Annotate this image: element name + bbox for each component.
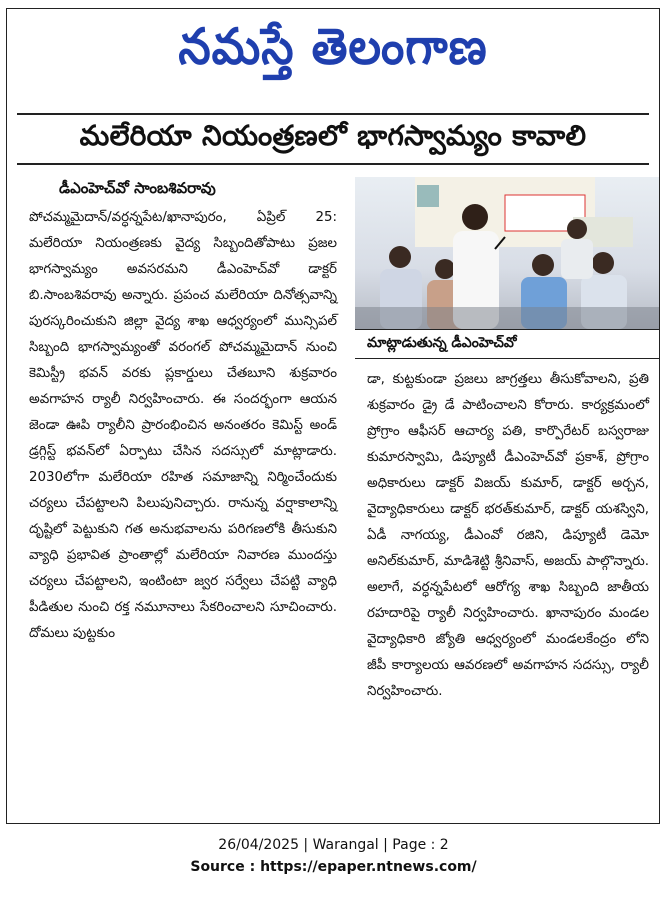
footer-source: Source : https://epaper.ntnews.com/ bbox=[190, 859, 477, 875]
article-byline: డీఎంహెచ్‌వో సాంబశివరావు bbox=[59, 179, 216, 197]
article-photo bbox=[355, 177, 660, 329]
news-clipping bbox=[6, 8, 660, 824]
article-headline: మలేరియా నియంత్రణలో భాగస్వామ్యం కావాలి bbox=[79, 119, 587, 152]
speaker-photo-illustration bbox=[355, 177, 660, 329]
article-right-column: డా, కుట్టకుండా ప్రజలు జాగ్రత్తలు తీసుకోవాలని, ప్రతి శుక్రవారం డ్రై డే పాటించాలని కోరారు. కార్యక్రమంలో ప్రోగ్రాం ఆఫీసర్ ఆచార్య పతి, కార్పొరేటర్ బస్వరాజు కుమారస్వామి, డిప్యూటీ డీఎంహెచ్‌వో ప్రకాశ్, ప్రోగ్రాం అధికారులు డాక్టర్ విజయ్ కుమార్, డాక్టర్ అర్చన, వైద్యాధికారులు డాక్టర్ భరత్‌కుమార్, డాక్టర్ యశస్విని, ఏడీ నాగయ్య, డీఎంవో రజిని, డిప్యూటీ డెమో అనిల్‌కుమార్, మాడిశెట్టి శ్రీనివాస్, అజయ్ పాల్గొన్నారు. అలాగే, వర్ధన్నపేటలో ఆరోగ్య శాఖ సిబ్బంది జాతీయ రహదారిపై ర్యాలీ నిర్వహించారు. ఖానాపురం మండల వైద్యాధికారి జ్యోతి ఆధ్వర్యంలో మండలకేంద్రం లోని జీపీ కార్యాలయ ఆవరణలో అవగాహన సదస్సు, ర్యాలీ నిర్వహించారు. bbox=[367, 372, 649, 699]
footer-date-edition: 26/04/2025 | Warangal | Page : 2 bbox=[218, 837, 449, 853]
article-left-column: పోచమ్మమైదాన్/వర్ధన్నపేట/ఖానాపురం, ఏప్రిల్ 25: మలేరియా నియంత్రణకు వైద్య సిబ్బందితోపాటు ప్రజల భాగస్వామ్యం అవసరమని డీఎంహెచ్‌వో డాక్టర్ బి.సాంబశివరావు అన్నారు. ప్రపంచ మలేరియా దినోత్సవాన్ని పురస్కరించుకుని జిల్లా వైద్య శాఖ ఆధ్వర్యంలో మున్సిపల్ సిబ్బంది భాగస్వామ్యంతో వరంగల్ పోచమ్మమైదాన్ నుంచి కెమిస్ట్రీ భవన్ వరకు ప్లకార్డులు చేతబూని శుక్రవారం అవగాహన ర్యాలీ నిర్వహించారు. ఈ సందర్భంగా ఆయన జెండా ఊపి ర్యాలీని ప్రారంభించిన అనంతరం కెమిస్ట్ అండ్ డ్రగ్గిస్ట్ భవన్‌లో ఏర్పాటు చేసిన సదస్సులో మాట్లాడారు. 2030లోగా మలేరియా రహిత సమాజాన్ని నిర్మించేందుకు చర్యలు చేపట్టాలని పిలుపునిచ్చారు. రానున్న వర్షాకాలాన్ని దృష్టిలో పెట్టుకుని గత అనుభవాలను పరిగణలోకి తీసుకుని వ్యాధి ప్రభావిత ప్రాంతాల్లో మలేరియా నివారణ ముందస్తు చర్యలు చేపట్టాలని, ఇంటింటా జ్వర సర్వేలు చేపట్టి వ్యాధి పీడితుల నుంచి రక్త నమూనాలు సేకరించాలని సూచించారు. దోమలు పుట్టకుం bbox=[29, 210, 337, 641]
page-footer bbox=[0, 834, 667, 878]
photo-caption-box bbox=[355, 329, 660, 359]
masthead bbox=[7, 9, 659, 83]
photo-caption: మాట్లాడుతున్న డీఎంహెచ్‌వో bbox=[367, 334, 517, 351]
masthead-logo: నమస్తే తెలంగాణ bbox=[178, 16, 488, 76]
headline-box bbox=[17, 113, 649, 165]
